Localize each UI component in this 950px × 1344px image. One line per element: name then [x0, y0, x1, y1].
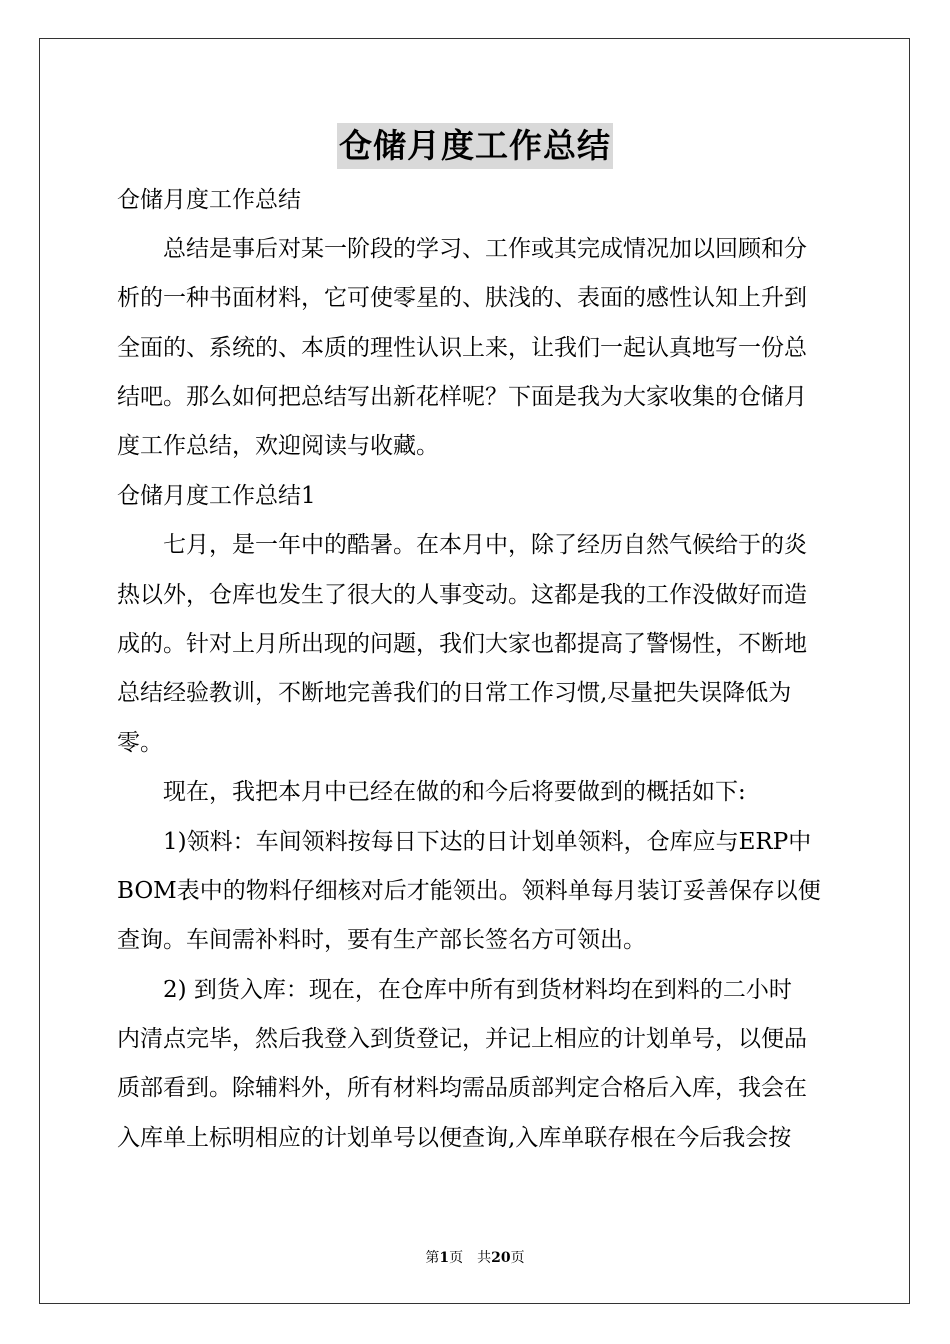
- text-line: 度工作总结，欢迎阅读与收藏。: [117, 433, 439, 459]
- text-line: 全面的、系统的、本质的理性认识上来，让我们一起认真地写一份总: [117, 335, 807, 361]
- text-line: 入库单上标明相应的计划单号以便查询,入库单联存根在今后我会按: [117, 1125, 792, 1151]
- text-line: 析的一种书面材料，它可使零星的、肤浅的、表面的感性认知上升到: [117, 285, 807, 311]
- footer-total-suffix: 页: [510, 1250, 525, 1266]
- title-container: [0, 123, 950, 169]
- text-line: 七月，是一年中的酷暑。在本月中，除了经历自然气候给于的炎: [117, 532, 807, 558]
- document-title: 仓储月度工作总结: [337, 123, 613, 169]
- text-line: 现在，我把本月中已经在做的和今后将要做到的概括如下:: [117, 779, 746, 805]
- text-line: 查询。车间需补料时，要有生产部长签名方可领出。: [117, 927, 646, 953]
- text-line: 质部看到。除辅料外，所有材料均需品质部判定合格后入库，我会在: [117, 1075, 807, 1101]
- text-line: 零。: [117, 730, 163, 756]
- text-line: 成的。针对上月所出现的问题，我们大家也都提高了警惕性，不断地: [117, 631, 807, 657]
- page-border: [39, 38, 910, 1304]
- footer-total-pages: 20: [491, 1250, 511, 1266]
- text-line: 内清点完毕，然后我登入到货登记，并记上相应的计划单号，以便品: [117, 1026, 807, 1052]
- page-footer: [0, 1249, 950, 1267]
- text-line: 总结是事后对某一阶段的学习、工作或其完成情况加以回顾和分: [117, 236, 807, 262]
- text-line: 热以外，仓库也发生了很大的人事变动。这都是我的工作没做好而造: [117, 582, 807, 608]
- text-line: 1)领料：车间领料按每日下达的日计划单领料，仓库应与ERP中: [117, 829, 812, 855]
- footer-page-number: 1: [439, 1250, 450, 1266]
- text-line: 结吧。那么如何把总结写出新花样呢？下面是我为大家收集的仓储月: [117, 384, 807, 410]
- footer-page-prefix: 第: [425, 1250, 440, 1266]
- text-line: 2) 到货入库：现在，在仓库中所有到货材料均在到料的二小时: [117, 977, 792, 1003]
- text-line: 仓储月度工作总结: [117, 187, 301, 213]
- footer-page-suffix: 页 共: [449, 1250, 492, 1266]
- text-line: BOM表中的物料仔细核对后才能领出。领料单每月装订妥善保存以便: [117, 878, 821, 904]
- text-line: 仓储月度工作总结1: [117, 483, 316, 509]
- text-line: 总结经验教训，不断地完善我们的日常工作习惯,尽量把失误降低为: [117, 680, 792, 706]
